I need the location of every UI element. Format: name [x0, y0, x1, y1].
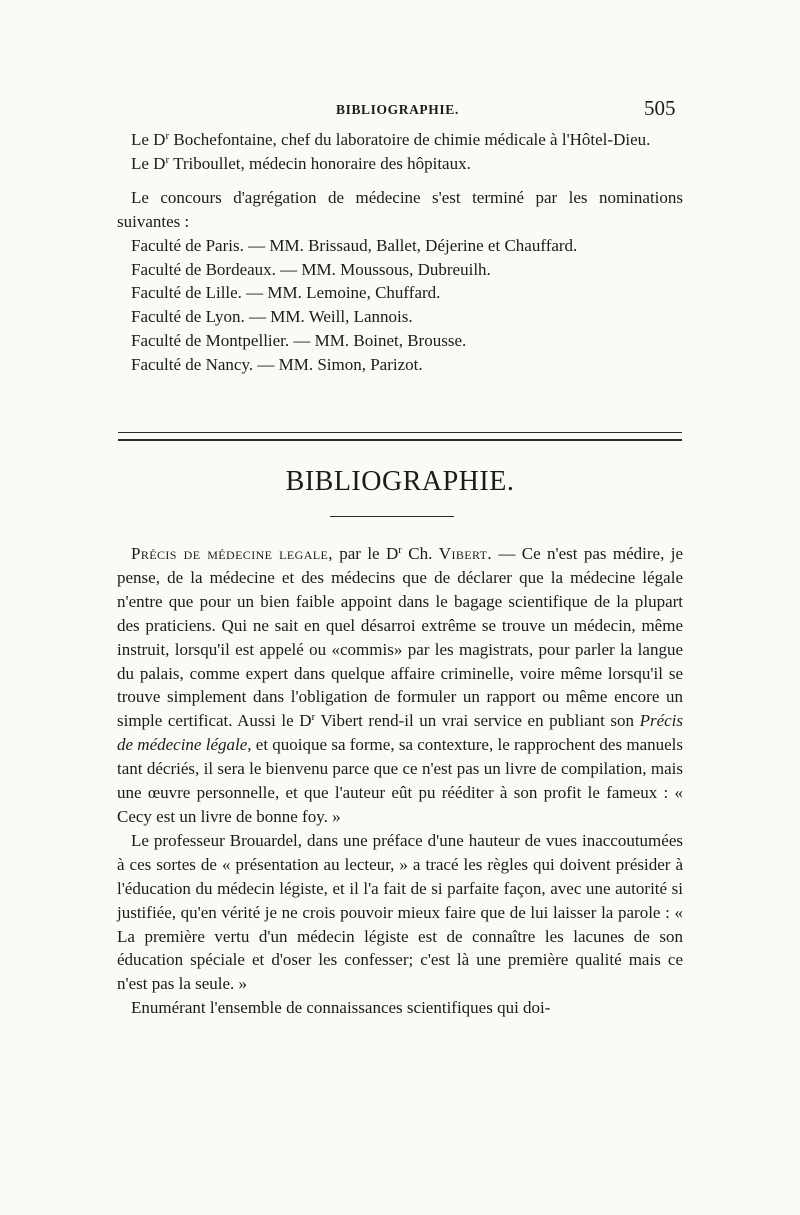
review-paragraph-3: Enumérant l'ensemble de connaissances scientifiques qui doi- [131, 998, 551, 1018]
review-paragraph-2: Le professeur Brouardel, dans une préface d'une hauteur de vues inaccoutumées à ces sortes de « présentation au lecteur, » a tracé les règles qui doivent présider à l'éducation du médecin légiste, et il l'a fait de si parfaite façon, avec une autorité si justifiée, qu'en vérité je ne crois pouvoir mieux faire que de lui laisser la parole : « La première vertu d'un médecin légiste est de connaître les lacunes de son éducation spéciale et d'oser les confesser; c'est là une première qualité mais ce n'est pas la seule. » [117, 830, 683, 994]
page-number: 505 [644, 96, 676, 120]
text-run: par le D [332, 544, 399, 563]
review-author: Vibert. [438, 544, 493, 563]
text-run: Bochefontaine, chef du laboratoire de chimie médicale à l'Hôtel-Dieu. [169, 130, 651, 149]
concours-paragraph: Le concours d'agrégation de médecine s'est terminé par les nominations suivantes : [117, 187, 683, 231]
nomination-entry: Faculté de Paris. — MM. Brissaud, Ballet, Déjerine et Chauffard. [131, 235, 578, 255]
nominations-list [117, 234, 683, 377]
text-run: Triboullet, médecin honoraire des hôpitaux. [169, 153, 471, 173]
section-title: BIBLIOGRAPHIE. [285, 466, 515, 497]
superscript: r [398, 544, 402, 556]
short-rule-divider [330, 516, 454, 517]
superscript: r [165, 130, 170, 142]
text-run: Ch. [401, 544, 439, 563]
text-run: Vibert rend-il un vrai service en publiant son [315, 711, 640, 731]
italic-book-title: Précis de médecine légale, [117, 711, 684, 755]
nomination-entry: Faculté de Nancy. — MM. Simon, Parizot. [131, 355, 423, 375]
appointment-paragraph-2 [117, 152, 683, 176]
top-text-block [117, 128, 683, 377]
double-rule-divider [118, 432, 682, 441]
review-text-block [117, 542, 683, 1020]
running-head-title: BIBLIOGRAPHIE. [336, 102, 459, 117]
appointment-paragraph-1 [117, 128, 683, 152]
nomination-entry: Faculté de Bordeaux. — MM. Moussous, Dubreuilh. [131, 259, 491, 279]
nomination-entry: Faculté de Lille. — MM. Lemoine, Chuffard. [131, 283, 441, 303]
text-run: — Ce n'est pas médire, je pense, de la médecine et des médecins que de déclarer que la médecine légale n'entre que pour un bien faible appoint dans le bagage scientifique de la plupart des praticiens. Qui ne sait en quel désarroi extrême se trouve un médecin, même instruit, lorsqu'il est appelé ou «commis» par les magistrats, pour parler la langue du palais, comme expert dans quelque affaire criminelle, voire même lorsqu'il se trouve simplement dans l'obligation de formuler un rapport ou même encore un simple certificat. Aussi le D [117, 544, 683, 731]
review-book-title: Précis de médecine legale, [131, 544, 333, 563]
text-run: Le D [131, 153, 166, 173]
superscript: r [165, 153, 170, 166]
nomination-entry: Faculté de Montpellier. — MM. Boinet, Brousse. [131, 331, 467, 351]
review-paragraph-1 [117, 542, 683, 829]
text-run: et quoique sa forme, sa contexture, le rapprochent des manuels tant décriés, il sera le bienvenu parce que ce n'est pas un livre de compilation, mais une œuvre personnelle, et que l'auteur eût pu rééditer à son profit le fameux : « Cecy est un livre de bonne foy. » [117, 735, 684, 826]
running-head [0, 96, 800, 122]
nomination-entry: Faculté de Lyon. — MM. Weill, Lannois. [131, 307, 413, 327]
superscript: r [311, 711, 316, 724]
text-run: Le D [131, 130, 166, 149]
